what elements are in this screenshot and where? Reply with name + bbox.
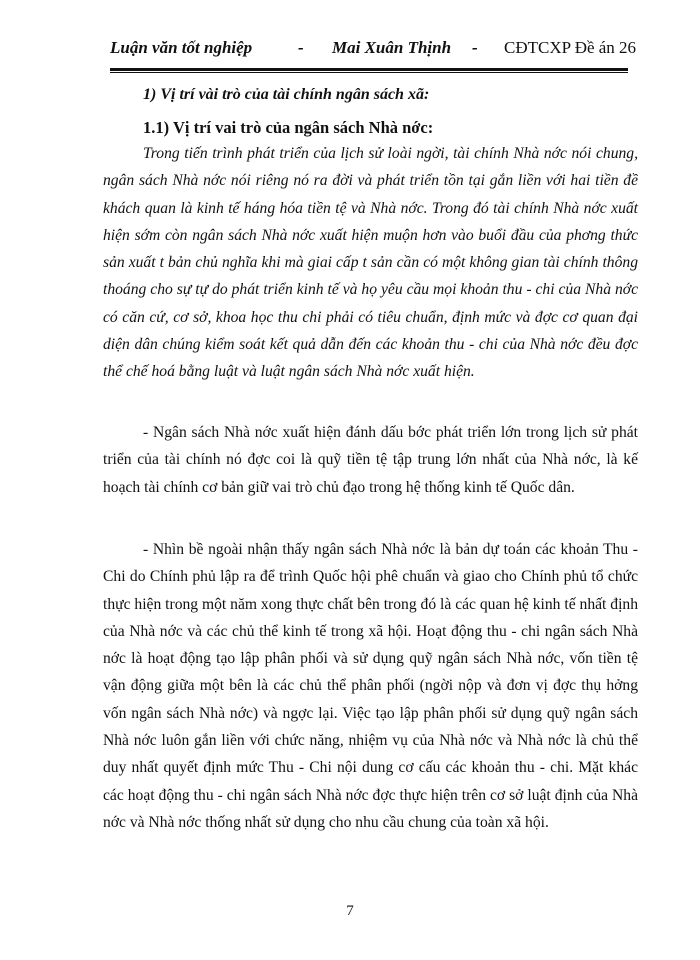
header-rule-thin bbox=[110, 72, 628, 73]
header-author: Mai Xuân Thịnh bbox=[332, 38, 452, 57]
header-thesis-title: Luận văn tốt nghiệp bbox=[110, 38, 253, 57]
header-course-code: CĐTCXP Đề án 26 bbox=[504, 38, 637, 57]
section-heading: 1) Vị trí vài trò của tài chính ngân sách xã: bbox=[143, 86, 430, 103]
intro-paragraph: Trong tiến trình phát triển của lịch sử loài ngời, tài chính Nhà nớc nói chung, ngân sách Nhà nớc nói riêng nó ra đời và phát triển tồn tại gắn liền với hai tiền đề khách quan là kinh tế háng hóa tiền tệ và Nhà nớc. Trong đó tài chính Nhà nớc xuất hiện sớm còn ngân sách Nhà nớc xuất hiện muộn hơn vào buổi đầu của phơng thức sản xuất t bản chủ nghĩa khi mà giai cấp t sản cần có một không gian tài chính thông thoáng cho sự tự do phát triển kinh tế và họ yêu cầu mọi khoản thu - chi của Nhà nớc có căn cứ, cơ sở, khoa học thu chi phải có tiêu chuẩn, định mức và đợc cơ quan đại diện dân chúng kiểm soát kết quả dẫn đến các khoản thu - chi của Nhà nớc đều đợc thể chế hoá bằng luật và luật ngân sách Nhà nớc xuất hiện. bbox=[103, 145, 638, 381]
page-header bbox=[110, 34, 637, 68]
page-number: 7 bbox=[346, 903, 354, 919]
body-paragraph-2: - Nhìn bề ngoài nhận thấy ngân sách Nhà nớc là bản dự toán các khoản Thu - Chi do Chính phủ lập ra để trình Quốc hội phê chuẩn và giao cho Chính phủ tổ chức thực hiện trong một năm xong thực chất bên trong đó là các quan hệ kinh tế nhất định của Nhà nớc và các chủ thể kinh tế trong xã hội. Hoạt động thu - chi ngân sách Nhà nớc là hoạt động tạo lập phân phối và sử dụng quỹ ngân sách Nhà nớc, vốn tiền tệ vận động giữa một bên là các chủ thể phân phối (ngời nộp và đơn vị đợc thụ hởng vốn ngân sách Nhà nớc) và ngợc lại. Việc tạo lập phân phối sử dụng quỹ ngân sách Nhà nớc luôn gắn liền với chức năng, nhiệm vụ của Nhà nớc và Nhà nớc là chủ thể duy nhất quyết định mức Thu - Chi nội dung cơ cấu các khoản thu - chi. Mặt khác các hoạt động thu - chi ngân sách Nhà nớc đợc thực hiện trên cơ sở luật định của Nhà nớc và Nhà nớc thống nhất sử dụng cho nhu cầu chung của toàn xã hội. bbox=[103, 541, 638, 831]
body-paragraph-1: - Ngân sách Nhà nớc xuất hiện đánh dấu bớc phát triển lớn trong lịch sử phát triển của tài chính nó đợc coi là quỹ tiền tệ tập trung lớn nhất của Nhà nớc, là kế hoạch tài chính cơ bản giữ vai trò chủ đạo trong hệ thống kinh tế Quốc dân. bbox=[103, 424, 638, 496]
header-rule bbox=[110, 68, 628, 71]
subsection-heading: 1.1) Vị trí vai trò của ngân sách Nhà nớc: bbox=[143, 118, 434, 137]
header-separator: - bbox=[472, 38, 478, 57]
header-separator: - bbox=[298, 38, 304, 57]
